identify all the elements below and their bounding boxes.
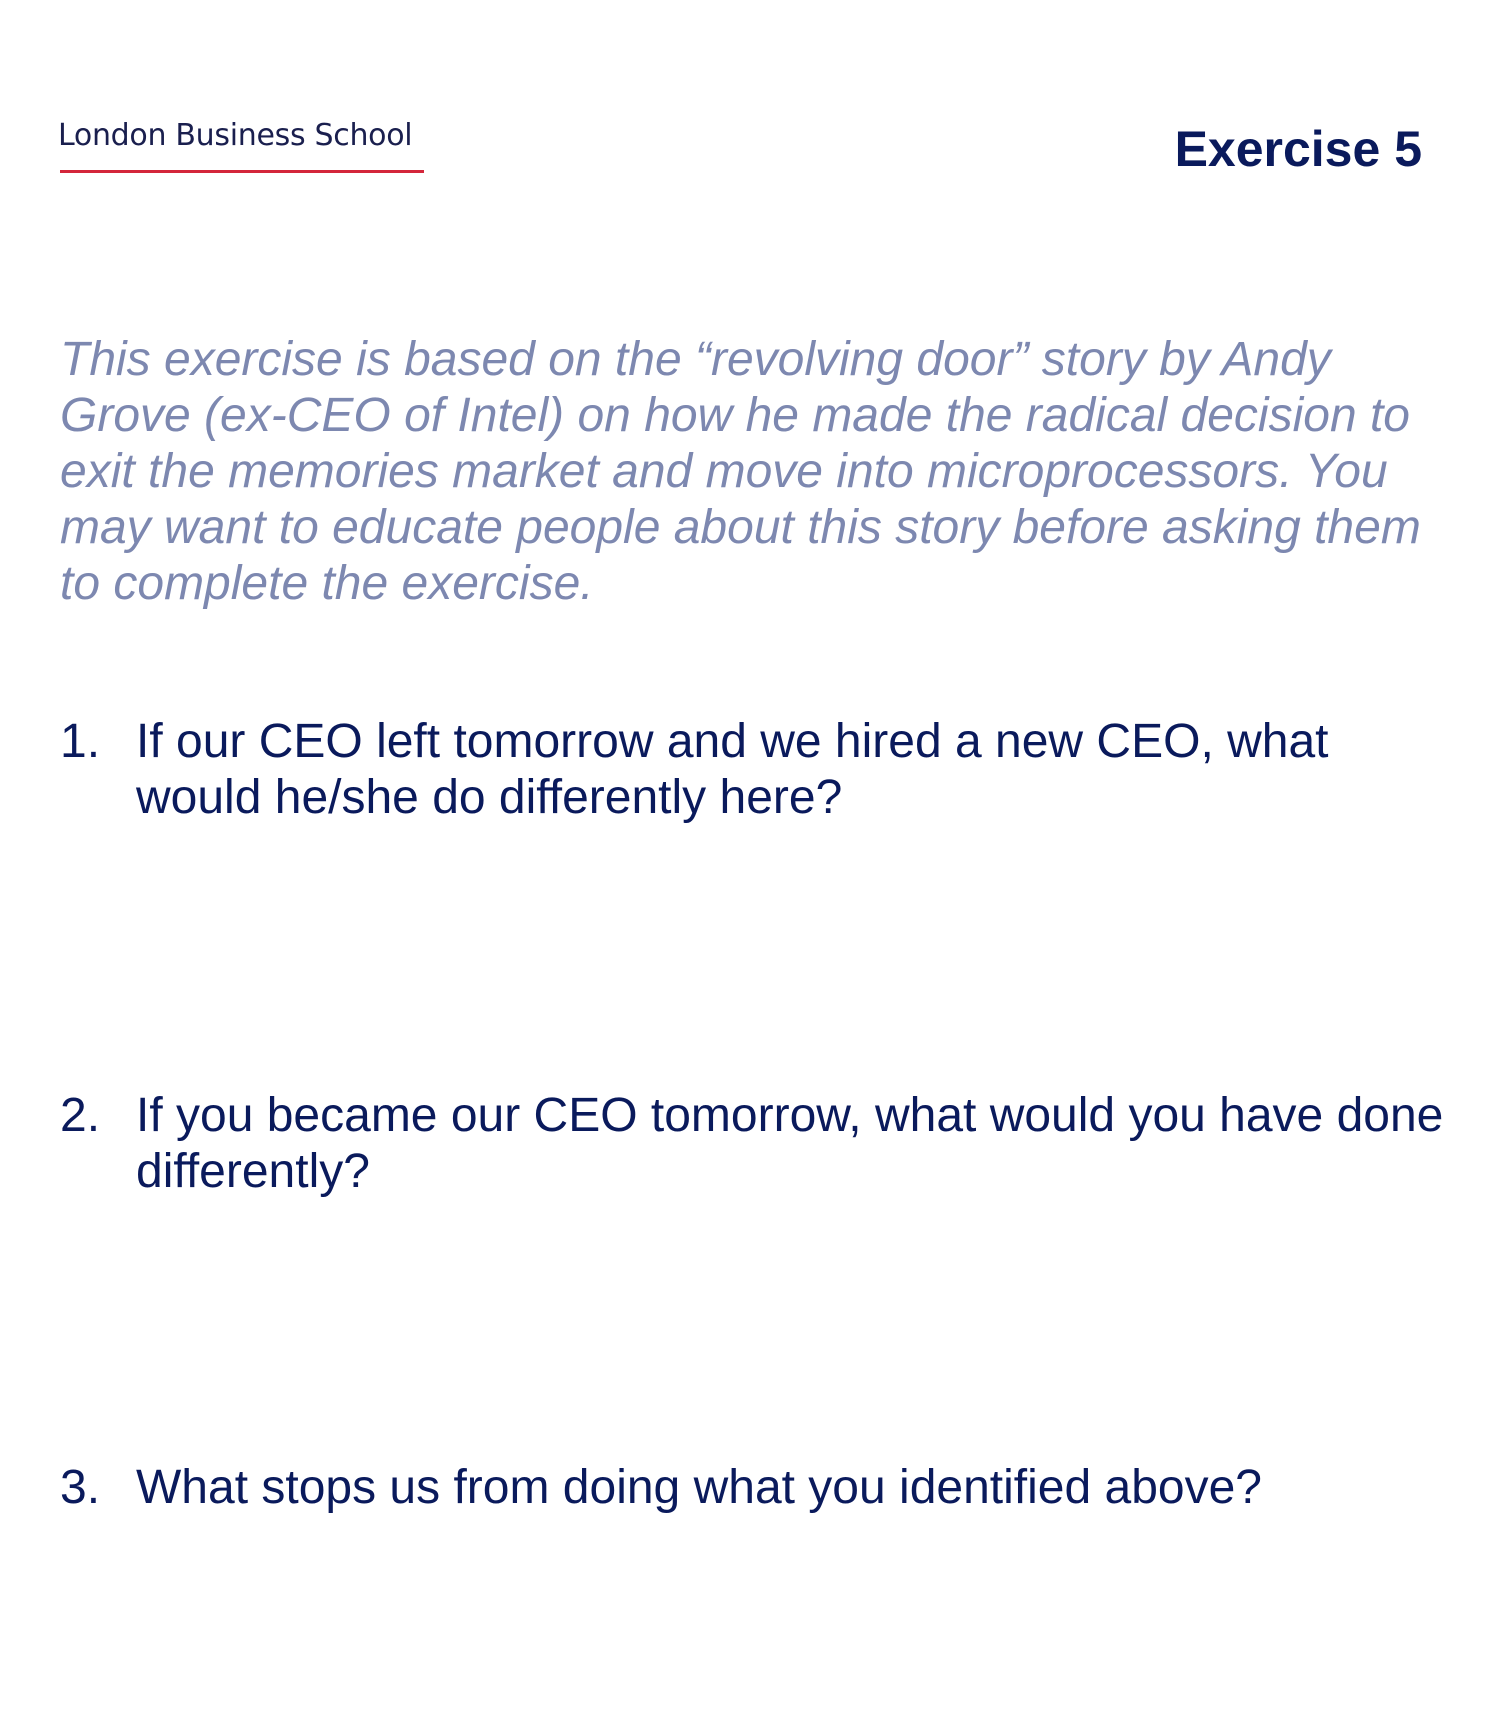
brand-underline	[60, 170, 424, 173]
intro-paragraph: This exercise is based on the “revolving door” story by Andy Grove (ex-CEO of Intel) on how he made the radical decision to exit the memories market and move into microprocessors. You may want to educate people about this story before asking them to complete the exercise.	[60, 333, 1421, 610]
question-text: If our CEO left tomorrow and we hired a new CEO, what would he/she do differently here?	[136, 715, 1329, 824]
question-text: If you became our CEO tomorrow, what would you have done differently?	[136, 1089, 1444, 1198]
page-title: Exercise 5	[1174, 121, 1422, 177]
question-number: 1.	[60, 715, 101, 768]
brand-logo-text: London Business School	[58, 118, 413, 153]
question-text: What stops us from doing what you identified above?	[136, 1461, 1262, 1514]
question-item	[60, 1460, 1450, 1516]
question-item	[60, 1088, 1450, 1200]
question-item	[60, 714, 1450, 826]
question-number: 2.	[60, 1089, 101, 1142]
question-number: 3.	[60, 1461, 101, 1514]
